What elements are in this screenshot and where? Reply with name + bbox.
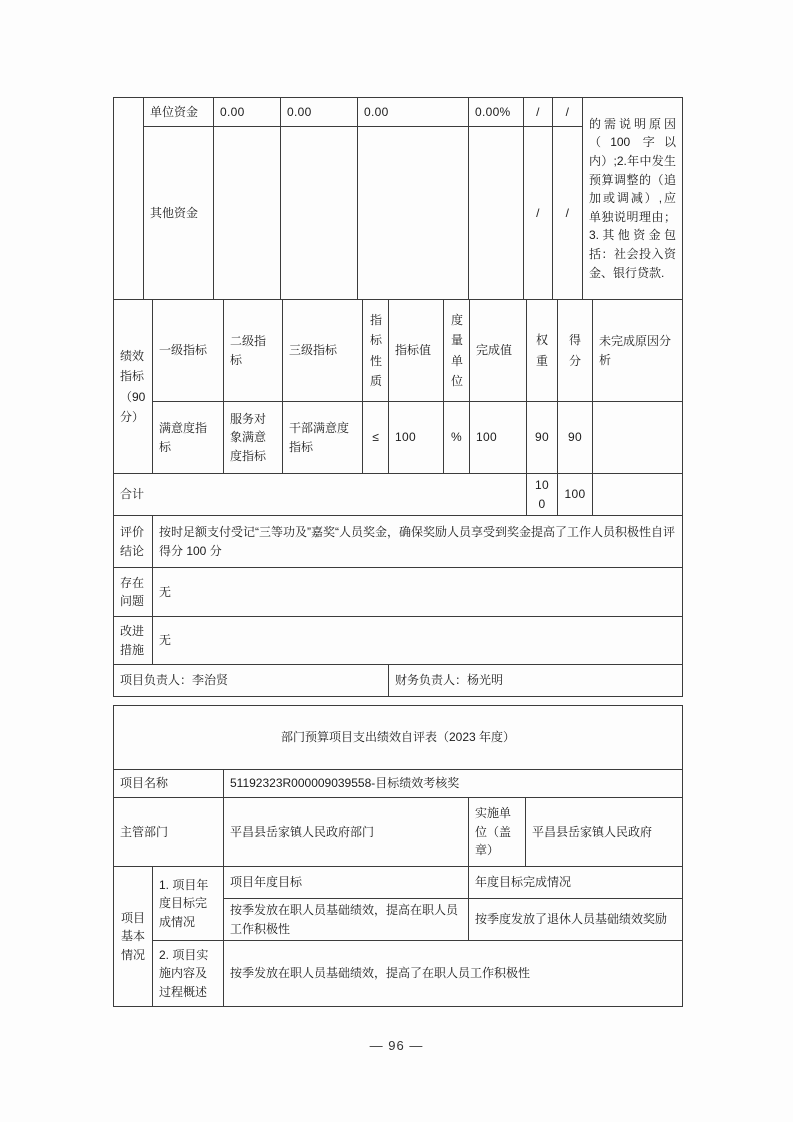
implementation-label: 2. 项目实施内容及过程概述 <box>153 941 224 1007</box>
indicators-header-row <box>114 300 683 402</box>
header-score: 得分 <box>558 300 593 402</box>
implementation-content: 按季发放在职人员基础绩效，提高了在职人员工作积极性 <box>224 941 683 1007</box>
indicator-level2: 服务对象满意度指标 <box>224 402 283 474</box>
goal-content: 按季发放在职人员基础绩效，提高在职人员工作积极性 <box>224 899 469 941</box>
funds-value-cell: 0.00 <box>358 98 469 127</box>
header-nature: 指标性质 <box>363 300 389 402</box>
indicator-score: 90 <box>558 402 593 474</box>
indicators-table <box>113 299 683 516</box>
conclusion-label: 评价结论 <box>114 516 153 568</box>
indicator-nature: ≤ <box>363 402 389 474</box>
funds-label: 其他资金 <box>144 127 214 300</box>
project-name-label: 项目名称 <box>114 770 224 798</box>
funds-value-cell: 0.00 <box>214 98 281 127</box>
improvements-row <box>114 617 683 665</box>
header-weight: 权重 <box>527 300 558 402</box>
basic-info-label: 项目基本情况 <box>114 867 153 1007</box>
problems-label: 存在问题 <box>114 568 153 617</box>
indicator-level3: 干部满意度指标 <box>283 402 363 474</box>
title-row <box>114 706 683 770</box>
project-name-value: 51192323R000009039558-目标绩效考核奖 <box>224 770 683 798</box>
header-level3: 三级指标 <box>283 300 363 402</box>
indicator-data-row <box>114 402 683 474</box>
total-label: 合计 <box>114 474 527 516</box>
improvements-label: 改进措施 <box>114 617 153 665</box>
indicator-target-value: 100 <box>389 402 444 474</box>
header-reason: 未完成原因分析 <box>593 300 683 402</box>
indicator-reason <box>593 402 683 474</box>
finance-manager: 财务负责人：杨光明 <box>389 665 683 697</box>
funds-slash-cell: / <box>524 98 553 127</box>
project-name-row <box>114 770 683 798</box>
indicator-level1: 满意度指标 <box>153 402 224 474</box>
total-score: 100 <box>558 474 593 516</box>
top-table-block <box>113 97 683 697</box>
project-manager: 项目负责人：李治贤 <box>114 665 389 697</box>
total-reason <box>593 474 683 516</box>
funds-value-cell <box>358 127 469 300</box>
conclusion-content: 按时足额支付受记“三等功及”嘉奖“人员奖金，确保奖励人员享受到奖金提高了工作人员积极性自评得分 100 分 <box>153 516 683 568</box>
total-weight: 100 <box>527 474 558 516</box>
indicator-unit: % <box>444 402 470 474</box>
header-completion-value: 完成值 <box>470 300 527 402</box>
form-title: 部门预算项目支出绩效自评表（2023 年度） <box>114 706 683 770</box>
problems-content: 无 <box>153 568 683 617</box>
signatures-row <box>114 665 683 697</box>
funds-note: 的需说明原因（100 字以内）;2.年中发生预算调整的（追加或调减）,应单独说明理由；3.其他资金包括：社会投入资金、银行贷款. <box>583 98 683 300</box>
implementation-row <box>114 941 683 1007</box>
impl-unit-label: 实施单位（盖章） <box>469 798 526 867</box>
goal-header-row <box>114 867 683 899</box>
department-row <box>114 798 683 867</box>
indicators-group-label-text: 绩效指标（90分） <box>120 348 146 424</box>
funds-table <box>113 97 683 300</box>
indicator-completion-value: 100 <box>470 402 527 474</box>
goal-done-header: 年度目标完成情况 <box>469 867 683 899</box>
funds-value-cell: 0.00 <box>281 98 358 127</box>
conclusion-row <box>114 516 683 568</box>
funds-value-cell <box>469 127 524 300</box>
improvements-content: 无 <box>153 617 683 665</box>
header-target-value: 指标值 <box>389 300 444 402</box>
funds-value-cell <box>281 127 358 300</box>
funds-label: 单位资金 <box>144 98 214 127</box>
total-row <box>114 474 683 516</box>
summary-table <box>113 515 683 665</box>
self-eval-table <box>113 705 683 1007</box>
funds-value-cell: 0.00% <box>469 98 524 127</box>
impl-unit-value: 平昌县岳家镇人民政府 <box>526 798 683 867</box>
annual-goal-label: 1. 项目年度目标完成情况 <box>153 867 224 941</box>
funds-row-unit <box>114 98 683 127</box>
department-label: 主管部门 <box>114 798 224 867</box>
signatures-table <box>113 664 683 697</box>
problems-row <box>114 568 683 617</box>
department-value: 平昌县岳家镇人民政府部门 <box>224 798 469 867</box>
header-level1: 一级指标 <box>153 300 224 402</box>
funds-slash-cell: / <box>553 127 583 300</box>
funds-slash-cell: / <box>553 98 583 127</box>
funds-slash-cell: / <box>524 127 553 300</box>
indicators-group-label <box>114 300 153 474</box>
indicator-weight: 90 <box>527 402 558 474</box>
funds-stub-cell <box>114 98 144 300</box>
page-number: — 96 — <box>369 1038 424 1053</box>
header-unit: 度量单位 <box>444 300 470 402</box>
goal-header: 项目年度目标 <box>224 867 469 899</box>
header-level2: 二级指标 <box>224 300 283 402</box>
self-eval-table-block <box>113 705 683 1007</box>
goal-done-content: 按季度发放了退休人员基础绩效奖励 <box>469 899 683 941</box>
funds-value-cell <box>214 127 281 300</box>
